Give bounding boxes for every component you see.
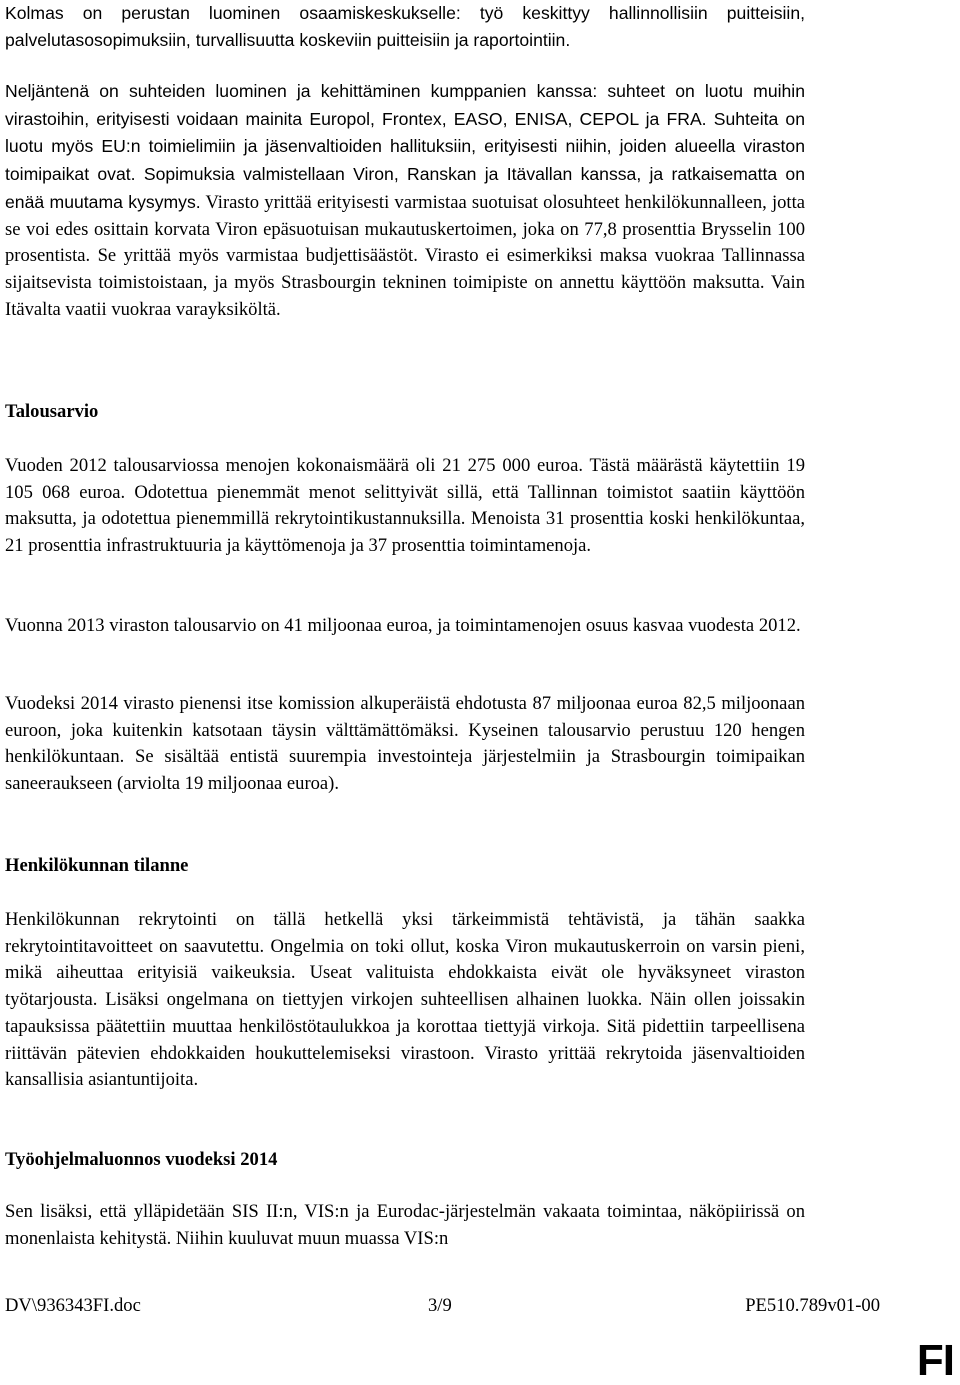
- paragraph-budget-2012: Vuoden 2012 talousarviossa menojen kokonaismäärä oli 21 275 000 euroa. Tästä määrästä käytettiin 19 105 068 euroa. Odotettua pienemmät menot selittyivät sillä, että Tallinnan toimistot saatiin käyttöön maksutta, ja odotettua pienemmillä rekrytointikustannuksilla. Menoista 31 prosenttia koski henkilökuntaa, 21 prosenttia infrastruktuuria ja käyttömenoja ja 37 prosenttia toimintamenoja.: [5, 455, 805, 557]
- heading-staff: Henkilökunnan tilanne: [5, 855, 189, 876]
- paragraph-work-programme: Sen lisäksi, että ylläpidetään SIS II:n, VIS:n ja Eurodac-järjestelmän vakaata toimintaa, näköpiirissä on monenlaista kehitystä. Niihin kuuluvat muun muassa VIS:n: [5, 1201, 805, 1249]
- heading-work-programme: Työohjelmaluonnos vuodeksi 2014: [5, 1149, 278, 1170]
- page-footer: [5, 1293, 880, 1319]
- paragraph-budget-2013: Vuonna 2013 viraston talousarvio on 41 miljoonaa euroa, ja toimintamenojen osuus kasvaa vuodesta 2012.: [5, 615, 801, 636]
- footer-doc-ref: DV\936343FI.doc: [5, 1295, 141, 1316]
- paragraph-staff: Henkilökunnan rekrytointi on tällä hetkellä yksi tärkeimmistä tehtävistä, ja tähän saakka rekrytointitavoitteet on saavutettu. Ongelmia on toki ollut, koska Viron mukautuskerroin on varsin pieni, mikä aiheuttaa erityisiä vaikeuksia. Useat valituista ehdokkaista eivät ole hyväksyneet viraston työtarjousta. Lisäksi ongelmana on tiettyjen virkojen suhteellisen alhainen luokka. Näin ollen joissakin tapauksissa päätettiin muuttaa henkilöstötaulukkoa ja korottaa tiettyjä virkoja. Sitä pidettiin tarpeellisena riittävän pätevien ehdokkaiden houkuttelemiseksi virastoon. Virasto yrittää rekrytoida jäsenvaltioiden kansallisia asiantuntijoita.: [5, 909, 805, 1091]
- paragraph-fourth-point-serif: Virasto yrittää erityisesti varmistaa suotuisat olosuhteet henkilökunnalleen, jotta se voi edes osittain korvata Viron epäsuotuisan mukautuskertoimen, joka on 77,8 prosenttia Brysselin 100 prosentista. Se yrittää myös varmistaa budjettisäästöt. Virasto ei esimerkiksi maksa vuokraa Tallinnassa sijaitsevista toimistoistaan, ja myös Strasbourgin tekninen toimipiste on annettu käyttöön maksutta. Vain Itävalta vaatii vuokraa varayksiköltä.: [5, 191, 805, 320]
- paragraph-third-point: Kolmas on perustan luominen osaamiskeskukselle: työ keskittyy hallinnollisiin puitteisiin, palvelutasosopimuksiin, turvallisuutta koskeviin puitteisiin ja raportointiin.: [5, 3, 805, 50]
- paragraph-fourth-point-sans: Neljäntenä on suhteiden luominen ja kehittäminen kumppanien kanssa: suhteet on luotu muihin virastoihin, erityisesti voidaan mainita Europol, Frontex, EASO, ENISA, CEPOL ja FRA. Suhteita on luotu myös EU:n toimielimiin ja jäsenvaltioiden hallituksiin, erityisesti niihin, joiden alueella viraston toimipaikat ovat. Sopimuksia valmistellaan Viron, Ranskan ja Itävallan kanssa, ja ratkaisematta on enää muutama kysymys.: [5, 81, 805, 212]
- heading-budget: Talousarvio: [5, 401, 99, 422]
- paragraph-fourth-point: [5, 78, 805, 323]
- footer-pe-ref: PE510.789v01-00: [745, 1295, 880, 1316]
- footer-page-number: 3/9: [428, 1295, 452, 1316]
- paragraph-budget-2014: Vuodeksi 2014 virasto pienensi itse komission alkuperäistä ehdotusta 87 miljoonaa euroa 82,5 miljoonaan euroon, joka kuitenkin katsotaan täysin välttämättömäksi. Kyseinen talousarvio perustuu 120 hengen henkilökuntaan. Se sisältää entistä suurempia investointeja järjestelmiin ja Strasbourgin toimipaikan saneeraukseen (arviolta 19 miljoonaa euroa).: [5, 693, 805, 795]
- language-code: FI: [916, 1336, 954, 1385]
